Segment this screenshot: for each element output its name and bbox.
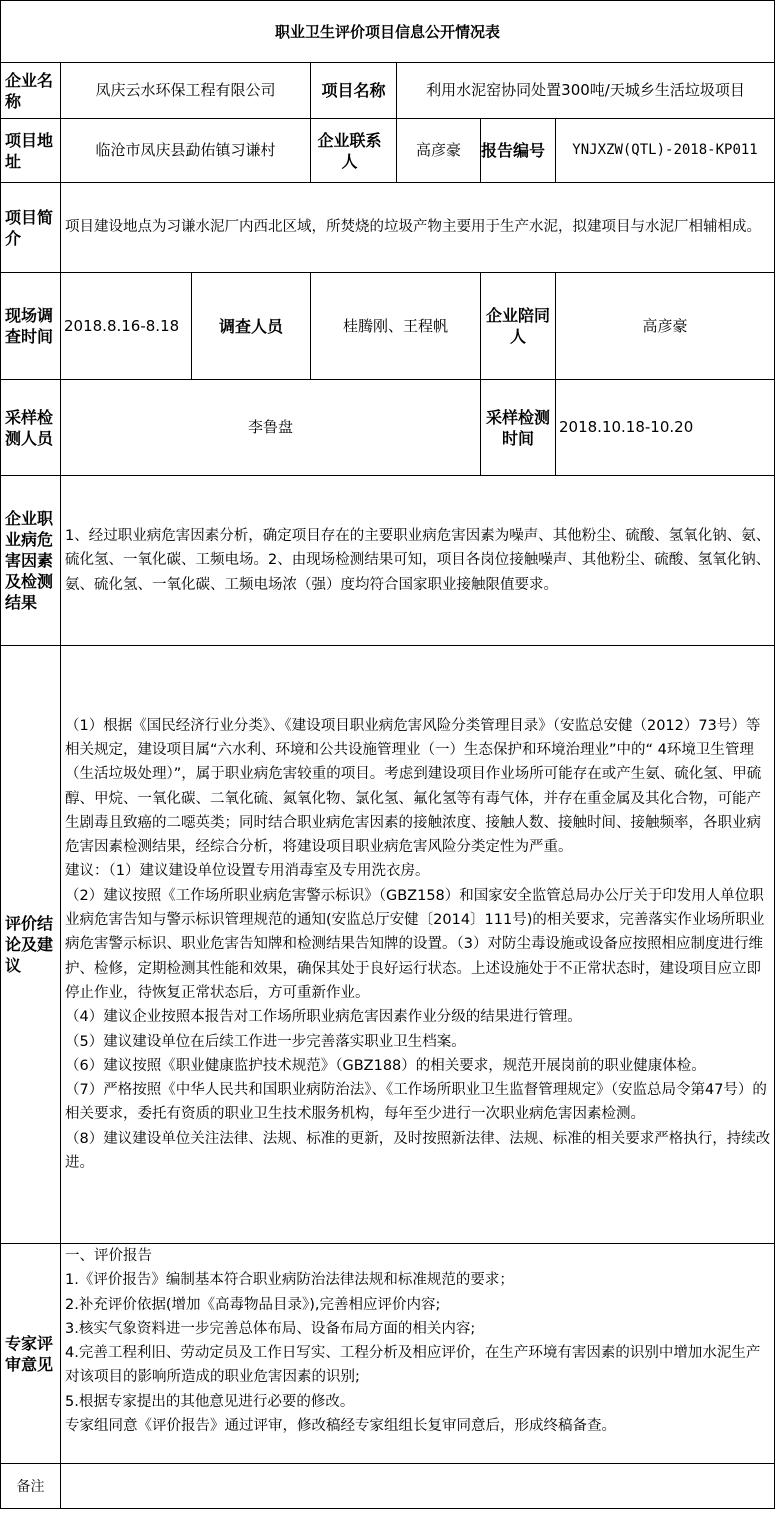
value-accompany: 高彦豪 [556, 273, 775, 380]
value-investigators: 桂腾刚、王程帆 [311, 273, 481, 380]
label-hazard-result: 企业职业病危害因素及检测结果 [1, 476, 61, 646]
evaluation-paragraph: （4）建议企业按照本报告对工作场所职业病危害因素作业分级的结果进行管理。 [65, 1009, 582, 1026]
evaluation-paragraph: （7）严格按照《中华人民共和国职业病防治法》、《工作场所职业卫生监督管理规定》（安监总局令第47号）的相关要求，委托有资质的职业卫生技术服务机构，每年至少进行一次职业病危害因素检测。 [65, 1082, 767, 1123]
label-sampling-time: 采样检测时间 [481, 380, 556, 476]
value-report-no: YNJXZW(QTL)-2018-KP011 [556, 119, 775, 183]
expert-line: 专家组同意《评价报告》通过评审，修改稿经专家组组长复审同意后，形成终稿备查。 [65, 1418, 616, 1435]
value-sampling-time: 2018.10.18-10.20 [556, 380, 775, 476]
expert-opinion-text [61, 1244, 775, 1464]
value-hazard-result: 1、经过职业病危害因素分析，确定项目存在的主要职业病危害因素为噪声、其他粉尘、硫酸、氢氧化钠、氨、硫化氢、一氧化碳、工频电场。2、由现场检测结果可知，项目各岗位接触噪声、其他粉尘、硫酸、氢氧化钠、氨、硫化氢、一氧化碳、工频电场浓（强）度均符合国家职业接触限值要求。 [61, 476, 775, 646]
label-report-no: 报告编号 [481, 119, 556, 183]
evaluation-paragraph: （1）根据《国民经济行业分类》、《建设项目职业病危害风险分类管理目录》（安监总安健（2012）73号）等相关规定，建设项目属“六水利、环境和公共设施管理业（一）生态保护和环境治理业”中的“ 4环境卫生管理（生活垃圾处理）”，属于职业病危害较重的项目。考虑到建设项目作业场所可能存在或产生氨、硫化氢、甲硫醇、甲烷、一氧化碳、二氧化硫、氮氧化物、氯化氢、氟化氢等有毒气体，并存在重金属及其化合物，可能产生剧毒且致癌的二噁英类；同时结合职业病危害因素的接触浓度、接触人数、接触时间、接触频率，各职业病危害因素检测结果，经综合分析，将建设项目职业病危害风险分类定性为严重。 [65, 717, 762, 856]
value-survey-time: 2018.8.16-8.18 [61, 273, 192, 380]
label-investigators: 调查人员 [192, 273, 311, 380]
expert-line: 2.补充评价依据(增加《高毒物品目录》),完善相应评价内容; [65, 1296, 441, 1313]
expert-line: 4.完善工程利旧、劳动定员及工作日写实、工程分析及相应评价，在生产环境有害因素的识别中增加水泥生产对该项目的影响所造成的职业危害因素的识别; [65, 1345, 761, 1386]
label-project-name: 项目名称 [311, 63, 397, 119]
value-project-name: 利用水泥窑协同处置300吨/天城乡生活垃圾项目 [397, 63, 775, 119]
label-survey-time: 现场调查时间 [1, 273, 61, 380]
label-address: 项目地址 [1, 119, 61, 183]
value-address: 临沧市凤庆县勐佑镇习谦村 [61, 119, 311, 183]
expert-line: 5.根据专家提出的其他意见进行必要的修改。 [65, 1393, 355, 1410]
value-sampling-staff: 李鲁盘 [61, 380, 481, 476]
evaluation-paragraph: 建议：（1）建议建设单位设置专用消毒室及专用洗衣房。 [65, 863, 430, 880]
expert-line: 3.核实气象资料进一步完善总体布局、设备布局方面的相关内容; [65, 1320, 476, 1337]
label-accompany: 企业陪同人 [481, 273, 556, 380]
expert-line: 一、评价报告 [65, 1248, 152, 1264]
label-sampling-staff: 采样检测人员 [1, 380, 61, 476]
value-company: 凤庆云水环保工程有限公司 [61, 63, 311, 119]
evaluation-paragraph: （8）建议建设单位关注法律、法规、标准的更新，及时按照新法律、法规、标准的相关要求严格执行，持续改进。 [65, 1130, 771, 1172]
value-summary: 项目建设地点为习谦水泥厂内西北区域，所焚烧的垃圾产物主要用于生产水泥，拟建项目与水泥厂相辅相成。 [61, 183, 775, 273]
evaluation-paragraph: （5）建议建设单位在后续工作进一步完善落实职业卫生档案。 [65, 1033, 466, 1050]
value-contact: 高彦豪 [397, 119, 481, 183]
table-title: 职业卫生评价项目信息公开情况表 [1, 1, 775, 63]
evaluation-paragraph: （6）建议按照《职业健康监护技术规范》（GBZ188）的相关要求，规范开展岗前的职业健康体检。 [65, 1057, 706, 1074]
value-remark [61, 1464, 775, 1509]
expert-line: 1.《评价报告》编制基本符合职业病防治法律法规和标准规范的要求； [65, 1272, 514, 1289]
evaluation-text [61, 646, 775, 1244]
label-contact: 企业联系人 [311, 119, 397, 183]
label-evaluation: 评价结论及建议 [1, 646, 61, 1244]
label-expert: 专家评审意见 [1, 1244, 61, 1464]
evaluation-paragraph: （2）建议按照《工作场所职业病危害警示标识》（GBZ158）和国家安全监管总局办公厅关于印发用人单位职业病危害告知与警示标识管理规范的通知(安监总厅安健〔2014〕111号)的相关要求，完善落实作业场所职业病危害警示标识、职业危害告知牌和检测结果告知牌的设置。（3）对防尘毒设施或设备应按照相应制度进行维护、检修，定期检测其性能和效果，确保其处于良好运行状态。上述设施处于不正常状态时，建设项目应立即停止作业，待恢复正常状态后，方可重新作业。 [65, 887, 765, 1001]
label-company: 企业名称 [1, 63, 61, 119]
label-summary: 项目简介 [1, 183, 61, 273]
label-remark: 备注 [1, 1464, 61, 1509]
